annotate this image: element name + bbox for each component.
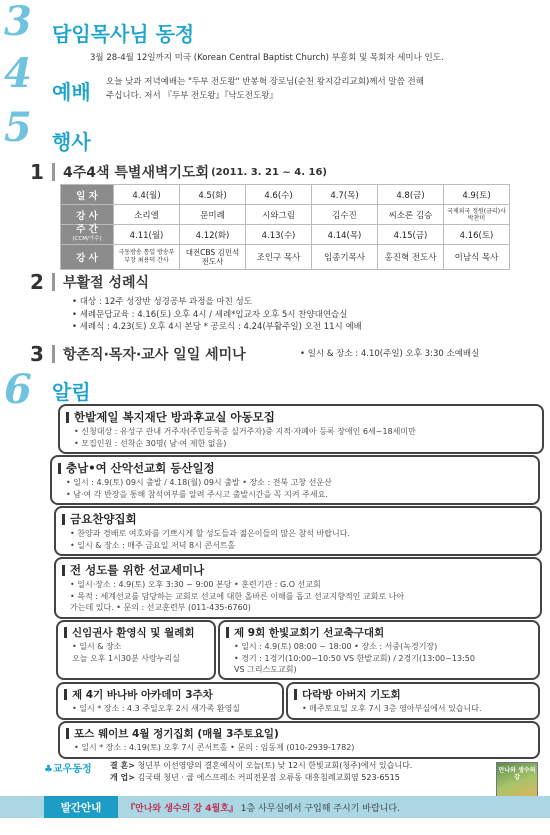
list-item: • 세례문답교육 : 4.16(토) 오후 4시 / 세례*입교자 오후 5시 찬양대연습실 [72, 309, 348, 320]
event-3-title: 항존직·목자·교사 일일 세미나 [63, 347, 246, 363]
table-cell: 4.5(화) [180, 185, 246, 205]
footer-label: 발간안내 [44, 796, 118, 818]
notice-line: • 남·여 각 반장을 통해 참석여부를 알려 주시고 출발시간을 꼭 지켜 주세요. [66, 489, 328, 499]
row-label: 강 사 [61, 245, 114, 270]
notice-title: 충남•여 산악선교회 등산일정 [66, 461, 215, 475]
notice-line: • 모집인원 : 선착순 30명( 남·여 제한 없음) [74, 438, 227, 448]
section-text-worship-2: 주십니다. 저서 『두부 전도왕』『낙도전도왕』 [106, 91, 278, 101]
table-cell: 문미례 [180, 205, 246, 225]
section-number-6: 6 [4, 366, 32, 413]
notice-title: 포스 웨이브 4월 정기집회 (매월 3주토요일) [74, 728, 279, 740]
table-cell: 4.7(목) [312, 185, 378, 205]
table-row [61, 185, 510, 205]
list-item: 결 혼> 청년부 이선영양의 결혼예식이 오늘(토) 낮 12시 한빛교회(청주)에서 있습니다. [110, 761, 413, 770]
notice-line: • 목적 : 세계선교를 담당하는 교회로 선교에 대한 올바른 이해를 돕고 선교지향적인 교회로 나아 [70, 591, 405, 601]
notice-friday-worship [54, 506, 542, 556]
marker-icon [62, 514, 65, 525]
notice-line: • 일시 & 장소 [72, 642, 122, 651]
section-title-worship: 예배 [52, 80, 91, 104]
notice-line: 오늘 오후 1시30분 사랑누리실 [72, 653, 180, 663]
notice-title: 다락방 아버지 기도회 [302, 689, 401, 701]
book-cover-title: 만나와 생수의강 [498, 767, 536, 781]
notice-line: • 일시·장소 : 4.9(토) 오후 3:30 ~ 9:00 본당 • 훈련기관 : G.O 선교회 [70, 580, 321, 589]
event-1-title: 4주4색 특별새벽기도회 [63, 165, 210, 181]
footer-purchase-text: 1층 사무실에서 구입해 주시기 바랍니다. [240, 804, 400, 814]
notice-force-wave [58, 721, 540, 759]
table-cell: 이남식 목사 [444, 245, 510, 270]
notice-line: 가는데 있다. • 문의 : 선교훈련부 (011-435-6760) [70, 603, 251, 612]
notice-line: • 일시 : 4.9(토) 09시 출발 / 4.18(월) 09시 출발 • 장소 : 전북 고창 선운산 [66, 478, 332, 487]
table-cell: 4.16(토) [444, 225, 510, 245]
table-cell: 4.8(금) [378, 185, 444, 205]
row-label: 강 사 [61, 205, 114, 225]
event-3-detail: • 일시 & 장소 : 4.10(주일) 오후 3:30 소예배실 [300, 349, 480, 359]
table-cell: 홍진혁 전도사 [378, 245, 444, 270]
section-text-worship-1: 오늘 낮과 저녁예배는 "두부 전도왕" 반봉혁 장로님(순천 왕지감리교회)께서 말씀 전해 [106, 77, 424, 87]
dawn-prayer-schedule [60, 184, 510, 270]
notice-line: • 일시 : 4.9(토) 08:00 ~ 18:00 • 장소 : 서중(녹경기장) [234, 642, 438, 651]
notice-title: 신임권사 환영식 및 월례회 [72, 627, 195, 639]
notice-soccer [218, 620, 540, 680]
table-cell: 4.15(금) [378, 225, 444, 245]
table-cell: 임종기목사 [312, 245, 378, 270]
event-1-number: 1 [30, 160, 44, 184]
row-label-sub: (CCM/가수) [72, 236, 102, 242]
marker-icon [58, 463, 61, 474]
event-3-header [30, 342, 246, 366]
marker-icon [62, 565, 65, 576]
table-row [61, 225, 510, 245]
table-cell: 국제외국 정원(금리)사 박찬미 [444, 205, 510, 225]
table-cell: 시와그림 [246, 205, 312, 225]
notice-line: • 일시 & 장소 : 매주 금요일 저녁 8시 콘서트홀 [70, 540, 236, 550]
notice-line: • 매주토요일 오후 7시 3층 영아부실에서 있습니다. [302, 704, 482, 713]
row-label [61, 225, 114, 245]
table-cell: 4.6(수) [246, 185, 312, 205]
notice-title: 제 4기 바나바 아카데미 3주차 [72, 689, 213, 701]
table-cell: 4.4(월) [114, 185, 180, 205]
table-cell: 4.12(화) [180, 225, 246, 245]
table-row [61, 245, 510, 270]
marker-icon [66, 728, 69, 739]
members-news [44, 760, 464, 784]
notice-line: • 신청대상 : 유성구 관내 거주자(주민등록증 실거주자)중 지적·자폐아 등록 장애인 6세~18세미만 [74, 427, 416, 436]
section-text-pastor: 3월 28-4월 12일까지 미국 (Korean Central Baptist Church) 부흥회 및 목회자 세미나 인도. [90, 53, 444, 63]
footer-text [126, 801, 400, 814]
bullet-icon: • [72, 322, 80, 332]
bullet-icon: • [72, 309, 80, 320]
section-title-events: 행사 [52, 130, 91, 154]
notice-welfare [58, 404, 544, 454]
marker-icon [294, 689, 297, 700]
notice-fathers-prayer [286, 682, 540, 720]
notice-barnabas [56, 682, 284, 720]
marker-icon [64, 627, 67, 638]
table-cell: 4.11(월) [114, 225, 180, 245]
list-item: 개 업> 김국태 청년 · 쿱 에스프레소 커피전문점 오류동 대흥침례교회옆 523-6515 [110, 773, 400, 782]
event-1-date: (2011. 3. 21 ~ 4. 16) [211, 166, 327, 178]
marker-icon [226, 627, 229, 638]
notice-line: • 경기 : 1경기(10:00~10:50 VS 한밭교회) / 2경기(13:00~13:50 [234, 653, 475, 663]
marker-icon [66, 412, 69, 423]
notice-deaconess [56, 620, 216, 680]
notice-mission-seminar [54, 557, 542, 619]
section-number-5: 5 [4, 104, 32, 151]
notice-line: VS 그리스도교회) [234, 665, 297, 674]
section-number-3: 3 [4, 0, 32, 45]
table-cell: 조인구 목사 [246, 245, 312, 270]
notice-hiking [50, 455, 540, 505]
notice-title: 금요찬양집회 [70, 512, 137, 526]
event-2-number: 2 [30, 270, 44, 294]
table-cell: 소리엘 [114, 205, 180, 225]
footer-book-title: 『만나와 생수의 강 4월호』 [126, 804, 238, 814]
table-cell: 씨소론 김승 [378, 205, 444, 225]
table-cell: 김수진 [312, 205, 378, 225]
table-cell: 4.14(목) [312, 225, 378, 245]
event-divider [52, 273, 55, 291]
table-cell: 극동방송 통일 방송부 부장 최용덕 간사 [114, 245, 180, 270]
row-label-main: 주 간 [76, 224, 98, 235]
event-2-details [72, 296, 362, 334]
table-cell: 4.9(토) [444, 185, 510, 205]
section-title-notices: 알림 [52, 380, 91, 404]
event-3-number: 3 [30, 342, 44, 366]
section-number-4: 4 [4, 50, 32, 97]
event-2-header [30, 270, 149, 294]
list-item: • 세례식 : 4.23(토) 오후 4시 본당 * 공로식 : 4.24(부활주일) 오전 11시 예배 [72, 322, 362, 332]
notice-line: • 찬양과 경배로 여호와를 기쁘시게 할 성도들과 젊은이들의 많은 참석 바랍니다. [70, 529, 350, 538]
bullet-icon: • [72, 297, 80, 307]
event-divider [52, 163, 55, 181]
event-divider [52, 345, 55, 363]
event-2-title: 부활절 성례식 [63, 275, 150, 291]
notice-line: • 일시 * 장소 : 4.3 주일오후 2시 새가족 환영실 [72, 704, 241, 713]
notice-title: 전 성도를 위한 선교세미나 [70, 563, 205, 577]
notice-title: 제 9회 한빛교회기 선교축구대회 [234, 627, 385, 639]
table-row [61, 205, 510, 225]
notice-title: 한밭제일 복지재단 방과후교실 아동모집 [74, 410, 275, 424]
event-1-header [30, 160, 327, 184]
row-label: 일 자 [61, 185, 114, 205]
table-cell: 대전CBS 김민석 전도사 [180, 245, 246, 270]
table-cell: 4.13(수) [246, 225, 312, 245]
marker-icon [64, 689, 67, 700]
notice-line: • 일시 * 장소 : 4.19(토) 오후 7시 콘서트홀 • 문의 : 임동제 (010-2939-1782) [74, 743, 355, 752]
section-title-pastor: 담임목사님 동정 [52, 22, 195, 46]
person-icon: ♣ [44, 764, 53, 775]
list-item: • 대상 : 12주 성장반 성경공부 과정을 마친 성도 [72, 297, 252, 307]
members-label: ♣교우동정 [44, 764, 92, 775]
